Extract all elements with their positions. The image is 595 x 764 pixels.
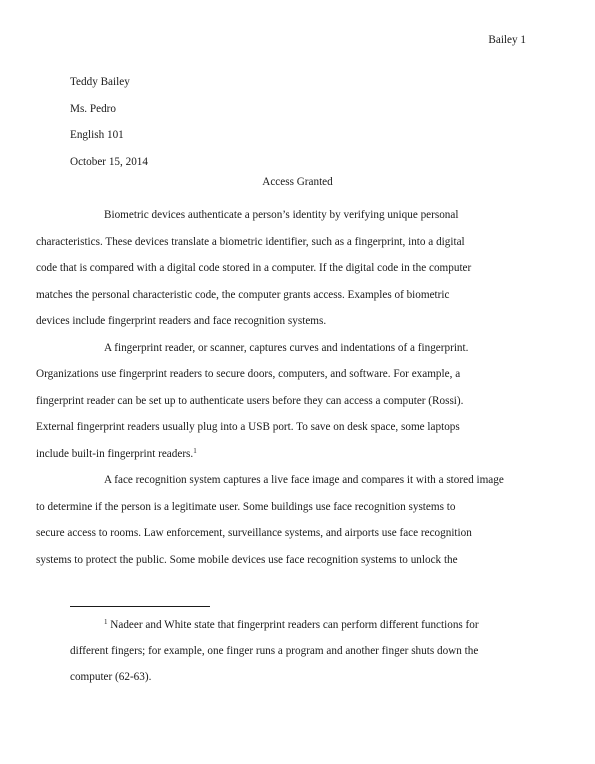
paragraph-line: matches the personal characteristic code, the computer grants access. Examples of biometric <box>36 288 450 301</box>
footnote-line: computer (62-63). <box>70 671 152 683</box>
paragraph <box>36 202 527 335</box>
running-head: Bailey 1 <box>488 34 526 46</box>
paragraph-line-text: include built-in fingerprint readers. <box>36 447 194 460</box>
paragraph-line: characteristics. These devices translate a biometric identifier, such as a fingerprint, into a digital <box>36 235 465 248</box>
footnote-reference[interactable]: 1 <box>193 446 197 455</box>
paragraph-line: fingerprint reader can be set up to authenticate users before they can access a computer (Rossi). <box>36 394 464 407</box>
footnote-line <box>70 612 527 638</box>
paragraph-line: secure access to rooms. Law enforcement, surveillance systems, and airports use face recognition <box>36 527 472 539</box>
mla-heading <box>70 69 148 175</box>
paragraph-line: External fingerprint readers usually plug into a USB port. To save on desk space, some laptops <box>36 421 460 433</box>
paragraph <box>36 467 527 573</box>
paragraph-line: devices include fingerprint readers and face recognition systems. <box>36 315 327 327</box>
footnote-line: different fingers; for example, one finger runs a program and another finger shuts down the <box>70 645 479 657</box>
paragraph-line: A face recognition system captures a live face image and compares it with a stored image <box>104 474 504 486</box>
paragraph <box>36 335 527 468</box>
footnote-line-text: Nadeer and White state that fingerprint readers can perform different functions for <box>110 619 479 631</box>
paragraph-line: A fingerprint reader, or scanner, captures curves and indentations of a fingerprint. <box>104 341 469 354</box>
author-name: Teddy Bailey <box>70 76 130 88</box>
paragraph-line-with-footnote <box>36 441 527 468</box>
paper-title: Access Granted <box>262 176 333 188</box>
footnote-separator <box>70 606 210 607</box>
paragraph-line: Organizations use fingerprint readers to secure doors, computers, and software. For example, a <box>36 368 461 380</box>
instructor-name: Ms. Pedro <box>70 102 116 115</box>
paragraph-line: systems to protect the public. Some mobile devices use face recognition systems to unlock the <box>36 553 458 566</box>
paragraph-line: code that is compared with a digital code stored in a computer. If the digital code in the computer <box>36 262 472 274</box>
body-text <box>36 202 527 573</box>
paper-date: October 15, 2014 <box>70 155 148 168</box>
course-name: English 101 <box>70 129 124 141</box>
paragraph-line: Biometric devices authenticate a person’s identity by verifying unique personal <box>104 209 459 221</box>
footnote <box>70 612 527 690</box>
paragraph-line: to determine if the person is a legitimate user. Some buildings use face recognition systems to <box>36 500 456 513</box>
footnote-marker: 1 <box>104 618 108 626</box>
